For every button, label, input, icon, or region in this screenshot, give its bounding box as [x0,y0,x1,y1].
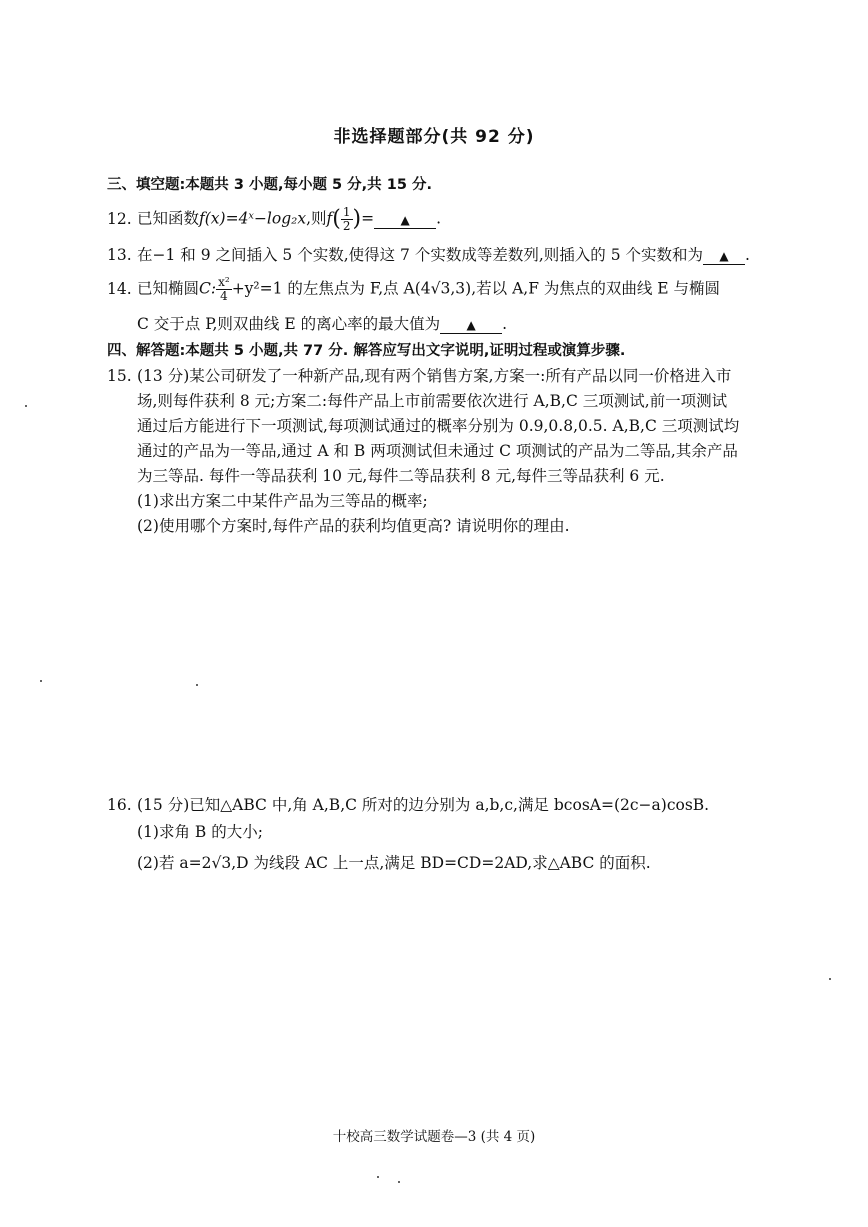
question-text-line: 为三等品. 每件一等品获利 10 元,每件二等品获利 8 元,每件三等品获利 6 元. [137,467,665,485]
fraction-denominator: 4 [220,289,228,303]
question-part-1: (1)求角 B 的大小; [137,823,263,841]
question-13 [107,245,750,265]
fraction-numerator: 1 [342,205,351,219]
question-number: 12. [107,209,132,228]
question-part-2: (2)若 a=2√3,D 为线段 AC 上一点,满足 BD=CD=2AD,求△ABC 的面积. [137,854,651,872]
question-end: . [502,315,508,333]
question-text-line: (13 分)某公司研发了一种新产品,现有两个销售方案,方案一:所有产品以同一价格进入市 [137,367,732,385]
question-number: 13. [107,246,132,264]
question-part-1: (1)求出方案二中某件产品为三等品的概率; [137,492,428,510]
answer-blank [703,247,745,265]
function-label: f [326,209,333,228]
question-text-line: 通过的产品为一等品,通过 A 和 B 两项测试但未通过 C 项测试的产品为二等品,其余产品 [137,442,738,460]
triangle-marker-icon: ▲ [719,249,729,263]
answer-blank [374,211,436,229]
question-text: ,则 [306,209,327,228]
question-number: 14. [107,279,132,298]
question-16 [107,795,709,815]
curve-label: C: [199,279,217,298]
question-text: 已知椭圆 [137,279,200,298]
function-expression: f(x)=4ˣ−log₂x [199,209,307,228]
question-text-line: 通过后方能进行下一项测试,每项测试通过的概率分别为 0.9,0.8,0.5. A,B,C 三项测试均 [137,417,740,435]
page-title: 非选择题部分(共 92 分) [333,127,535,147]
fraction [216,276,232,303]
question-part-2: (2)使用哪个方案时,每件产品的获利均值更高? 请说明你的理由. [137,517,570,535]
question-text: C 交于点 P,则双曲线 E 的离心率的最大值为 [137,315,441,333]
scan-speck [829,978,831,980]
equals-sign: = [361,209,375,228]
scan-speck [25,405,27,407]
section-heading-solve: 四、解答题:本题共 5 小题,共 77 分. 解答应写出文字说明,证明过程或演算步骤. [107,343,626,359]
scan-speck [398,1181,400,1183]
triangle-marker-icon: ▲ [400,212,410,227]
question-end: . [745,246,750,264]
question-text: 在−1 和 9 之间插入 5 个实数,使得这 7 个实数成等差数列,则插入的 5 个实数和为 [137,246,703,264]
scan-speck [196,684,198,686]
question-14 [107,276,720,303]
scan-speck [377,1176,379,1178]
question-15 [107,366,731,386]
question-text: +y²=1 的左焦点为 F,点 A(4√3,3),若以 A,F 为焦点的双曲线 E 与椭圆 [231,279,721,298]
question-text: 已知函数 [137,209,200,228]
fraction-denominator: 2 [342,219,351,233]
fraction-numerator: x² [218,275,230,289]
question-number: 16. [107,796,132,814]
question-number: 15. [107,367,132,385]
question-text-line: 场,则每件获利 8 元;方案二:每件产品上市前需要依次进行 A,B,C 三项测试,前一项测试 [137,392,728,410]
section-heading-fill-in: 三、填空题:本题共 3 小题,每小题 5 分,共 15 分. [107,177,432,193]
answer-blank [440,316,502,334]
fraction [341,206,353,233]
triangle-marker-icon: ▲ [466,318,476,332]
question-14-line-2 [137,314,507,334]
question-12: 12. 已知函数f(x)=4ˣ−log₂x,则f( $\frac{1}{2}$ )= ▲ . [107,205,442,233]
question-text: (15 分)已知△ABC 中,角 A,B,C 所对的边分别为 a,b,c,满足 bcosA=(2c−a)cosB. [137,796,710,814]
scan-speck [40,680,42,682]
page-footer: 十校高三数学试题卷—3 (共 4 页) [332,1129,536,1145]
question-end: . [436,209,442,228]
